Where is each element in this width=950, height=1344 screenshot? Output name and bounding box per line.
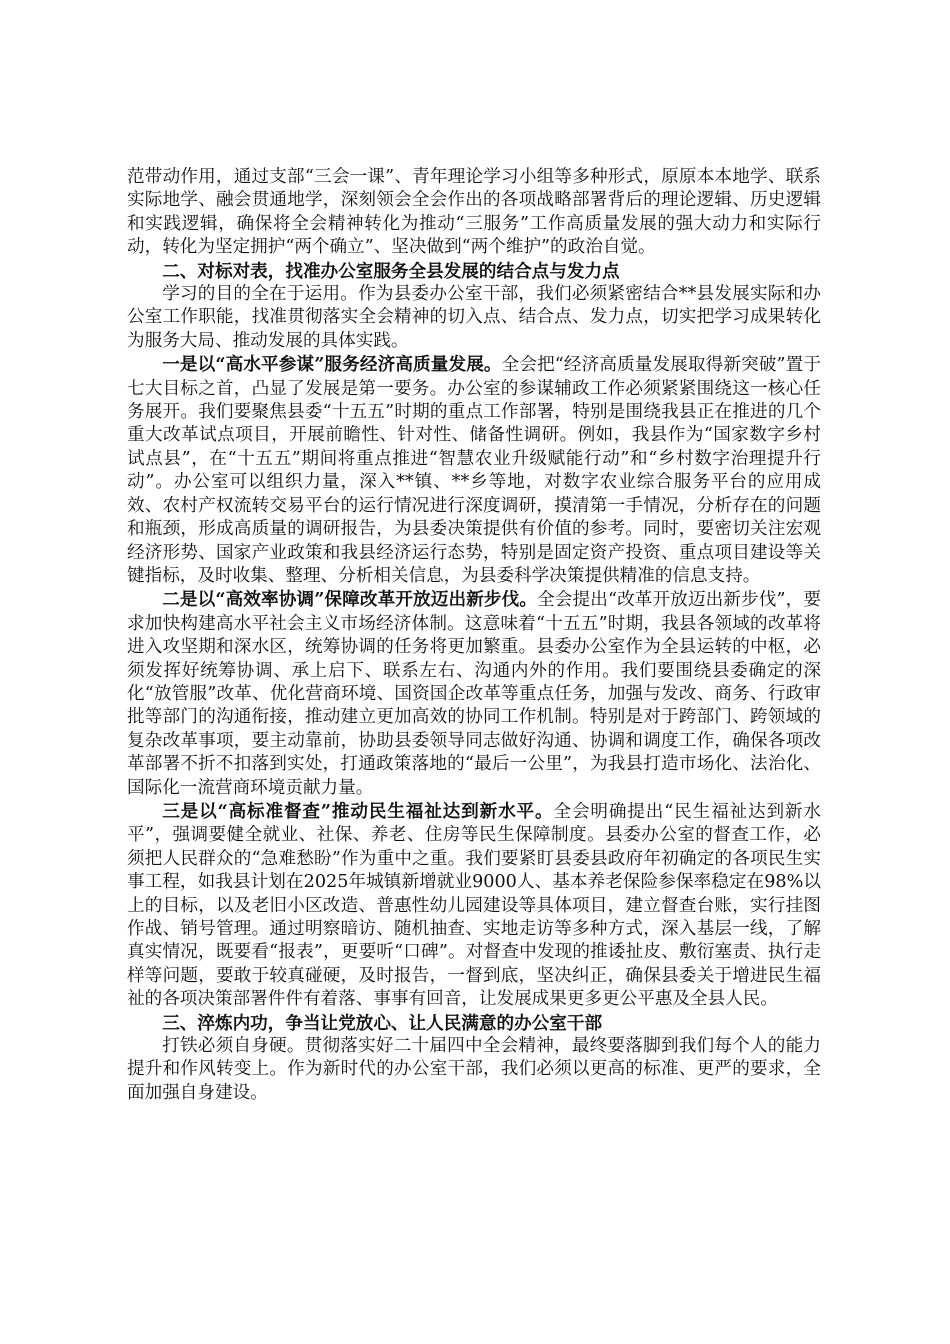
point-1-body: 全会把“经济高质量发展取得新突破”置于七大目标之首，凸显了发展是第一要务。办公室的参谋辅政工作必须紧紧围绕这一核心任务展开。我们要聚焦县委“十五五”时期的重点工作部署，特别是围绕我县正在推进的几个重大改革试点项目，开展前瞻性、针对性、储备性调研。例如，我县作为“国家数字乡村试点县”，在“十五五”期间将重点推进“智慧农业升级赋能行动”和“乡村数字治理提升行动”。办公室可以组织力量，深入**镇、**乡等地，对数字农业综合服务平台的应用成效、农村产权流转交易平台的运行情况进行深度调研，摸清第一手情况，分析存在的问题和瓶颈，形成高质量的调研报告，为县委决策提供有价值的参考。同时，要密切关注宏观经济形势、国家产业政策和我县经济运行态势，特别是固定资产投资、重点项目建设等关键指标，及时收集、整理、分析相关信息，为县委科学决策提供精准的信息支持。	[127, 355, 821, 586]
point-2-body: 全会提出“改革开放迈出新步伐”，要求加快构建高水平社会主义市场经济体制。这意味着“十五五”时期，我县各领域的改革将进入攻坚期和深水区，统筹协调的任务将更加繁重。县委办公室作为全县运转的中枢，必须发挥好统筹协调、承上启下、联系左右、沟通内外的作用。我们要围绕县委确定的深化“放管服”改革、优化营商环境、国资国企改革等重点任务，加强与发改、商务、行政审批等部门的沟通衔接，推动建立更加高效的协同工作机制。特别是对于跨部门、跨领域的复杂改革事项，要主动靠前，协助县委领导同志做好沟通、协调和调度工作，确保各项改革部署不折不扣落到实处，打通政策落地的“最后一公里”，为我县打造市场化、法治化、国际化一流营商环境贡献力量。	[127, 590, 821, 798]
point-2-lead: 二是以“高效率协调”保障改革开放迈出新步伐。	[162, 589, 538, 611]
document-body	[127, 166, 821, 1105]
paragraph-point-1	[127, 353, 821, 588]
point-3-body: 全会明确提出“民生福祉达到新水平”，强调要健全就业、社保、养老、住房等民生保障制度。县委办公室的督查工作，必须把人民群众的“急难愁盼”作为重中之重。我们要紧盯县委县政府年初确定的各项民生实事工程，如我县计划在2025年城镇新增就业9000人、基本养老保险参保率稳定在98%以上的目标，以及老旧小区改造、普惠性幼儿园建设等具体项目，建立督查台账，实行挂图作战、销号管理。通过明察暗访、随机抽查、实地走访等多种方式，深入基层一线，了解真实情况，既要看“报表”，更要听“口碑”。对督查中发现的推诿扯皮、敷衍塞责、执行走样等问题，要敢于较真碰硬，及时报告，一督到底，坚决纠正，确保县委关于增进民生福祉的各项决策部署件件有着落、事事有回音，让发展成果更多更公平惠及全县人民。	[127, 801, 821, 1010]
section-heading-2: 二、对标对表，找准办公室服务全县发展的结合点与发力点	[162, 260, 620, 282]
paragraph-intro-continued: 范带动作用，通过支部“三会一课”、青年理论学习小组等多种形式，原原本本地学、联系实际地学、融会贯通地学，深刻领会全会作出的各项战略部署背后的理论逻辑、历史逻辑和实践逻辑，确保将全会精神转化为推动“三服务”工作高质量发展的强大动力和实际行动，转化为坚定拥护“两个确立”、坚决做到“两个维护”的政治自觉。	[127, 167, 821, 258]
paragraph-section-3-intro: 打铁必须自身硬。贯彻落实好二十届四中全会精神，最终要落脚到我们每个人的能力提升和作风转变上。作为新时代的办公室干部，我们必须以更高的标准、更严的要求，全面加强自身建设。	[127, 1036, 821, 1103]
point-1-lead: 一是以“高水平参谋”服务经济高质量发展。	[162, 354, 502, 376]
paragraph-point-2	[127, 588, 821, 800]
paragraph-section-2-intro: 学习的目的全在于运用。作为县委办公室干部，我们必须紧密结合**县发展实际和办公室工作职能，找准贯彻落实全会精神的切入点、结合点、发力点，切实把学习成果转化为服务大局、推动发展的具体实践。	[127, 284, 821, 351]
point-3-lead: 三是以“高标准督查”推动民生福祉达到新水平。	[162, 800, 554, 822]
section-heading-3: 三、淬炼内功，争当让党放心、让人民满意的办公室干部	[162, 1012, 603, 1034]
paragraph-point-3	[127, 800, 821, 1012]
